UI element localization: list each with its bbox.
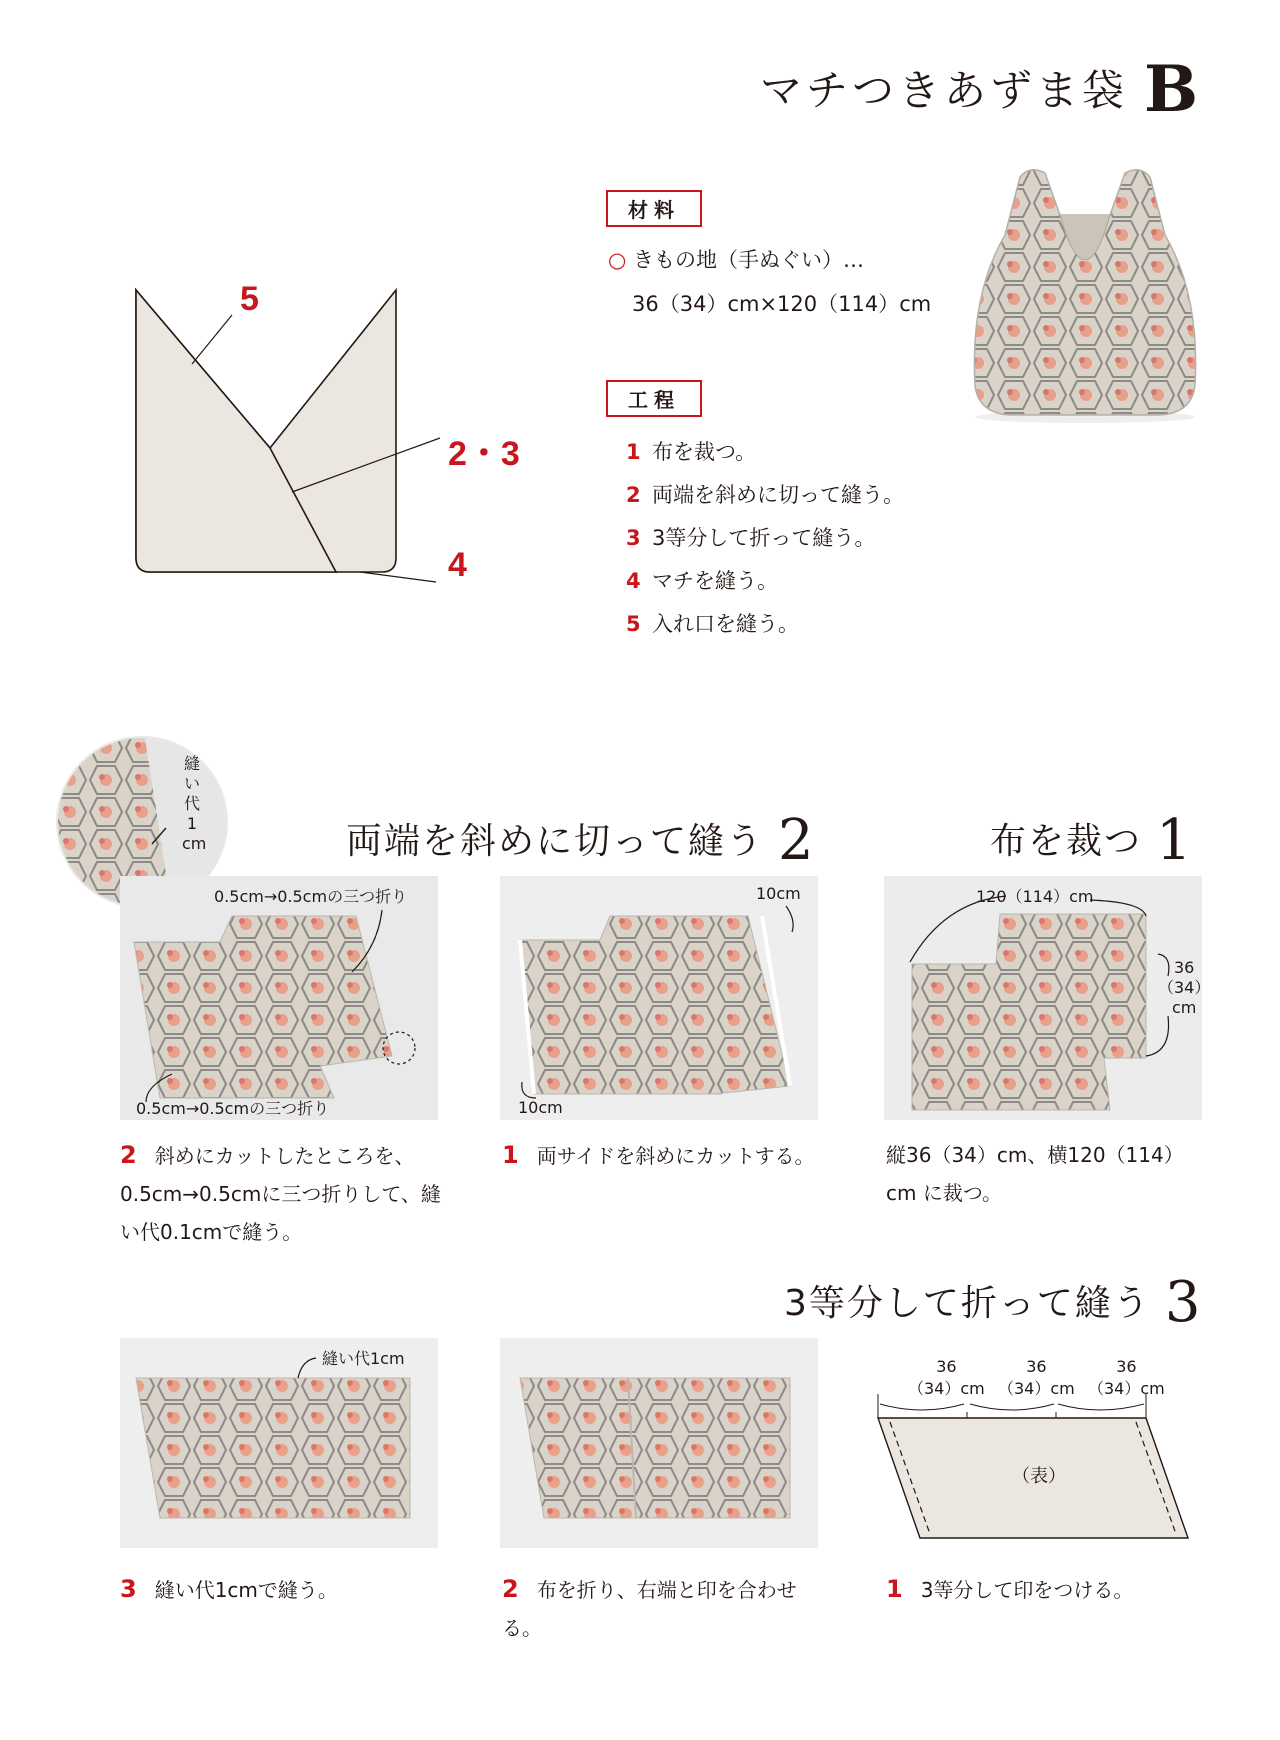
bullet-circle-icon: ○	[608, 248, 627, 272]
diagram-label-4: 4	[448, 546, 467, 584]
diagram-label-2-3: 2・3	[448, 435, 520, 473]
photo-cut-fabric-height-label: 36 （34） cm	[1158, 958, 1211, 1017]
materials-line-2: 36（34）cm×120（114）cm	[632, 292, 932, 316]
diagram-label-5: 5	[240, 280, 259, 318]
inset-label: 縫 い 代 1 cm	[182, 754, 207, 853]
photo-cut-fabric	[884, 876, 1202, 1120]
section-3-title: 3等分して折って縫う 3	[784, 1270, 1203, 1335]
section-2-title: 両端を斜めに切って縫う 2	[346, 808, 816, 873]
process-step-3: 3 3等分して折って縫う。	[626, 526, 876, 550]
caption-step-1: 縦36（34）cm、横120（114）cm に裁つ。	[886, 1143, 1184, 1205]
page-title	[760, 52, 1202, 127]
photo-sewn-ends-label-top: 0.5cm→0.5cmの三つ折り	[214, 887, 408, 906]
caption-step-3-3: 3 縫い代1cmで縫う。	[120, 1575, 338, 1603]
process-step-1: 1 布を裁つ。	[626, 440, 757, 464]
process-tag: 工程	[606, 380, 702, 417]
photo-sewn-fold-label: 縫い代1cm	[322, 1349, 405, 1368]
thirds-dim-1: 36 （34）cm	[908, 1357, 985, 1398]
thirds-dim-2: 36 （34）cm	[998, 1357, 1075, 1398]
photo-diagonal-cut	[500, 876, 818, 1120]
materials-line-1	[608, 244, 864, 274]
process-step-2: 2 両端を斜めに切って縫う。	[626, 483, 904, 507]
process-step-5: 5 入れ口を縫う。	[626, 612, 799, 636]
thirds-face-label: （表）	[1012, 1466, 1066, 1487]
photo-diagonal-cut-label-top: 10cm	[756, 884, 801, 903]
page-title-text: マチつきあずま袋	[760, 66, 1129, 115]
page-title-letter: B	[1144, 52, 1203, 127]
photo-sewn-fold	[120, 1338, 438, 1548]
caption-step-3-1: 1 3等分して印をつける。	[886, 1575, 1134, 1603]
materials-tag: 材料	[606, 190, 702, 227]
photo-sewn-ends-label-bottom: 0.5cm→0.5cmの三つ折り	[136, 1099, 330, 1118]
photo-cut-fabric-width-label: 120（114）cm	[976, 887, 1094, 906]
photo-sewn-ends	[120, 876, 438, 1120]
caption-step-2-1: 1 両サイドを斜めにカットする。	[502, 1141, 815, 1169]
materials-item: きもの地（手ぬぐい）…	[633, 248, 865, 272]
photo-diagonal-cut-label-bottom: 10cm	[518, 1098, 563, 1117]
thirds-dim-3: 36 （34）cm	[1088, 1357, 1165, 1398]
caption-step-2-2: 2 斜めにカットしたところを、0.5cm→0.5cmに三つ折りして、縫い代0.1cmで縫う。	[120, 1141, 441, 1244]
process-step-4: 4 マチを縫う。	[626, 569, 778, 593]
section-1-title: 布を裁つ 1	[990, 808, 1194, 873]
photo-folded-fabric	[500, 1338, 818, 1548]
bag-photo	[960, 155, 1210, 425]
caption-step-3-2: 2 布を折り、右端と印を合わせる。	[502, 1575, 797, 1640]
